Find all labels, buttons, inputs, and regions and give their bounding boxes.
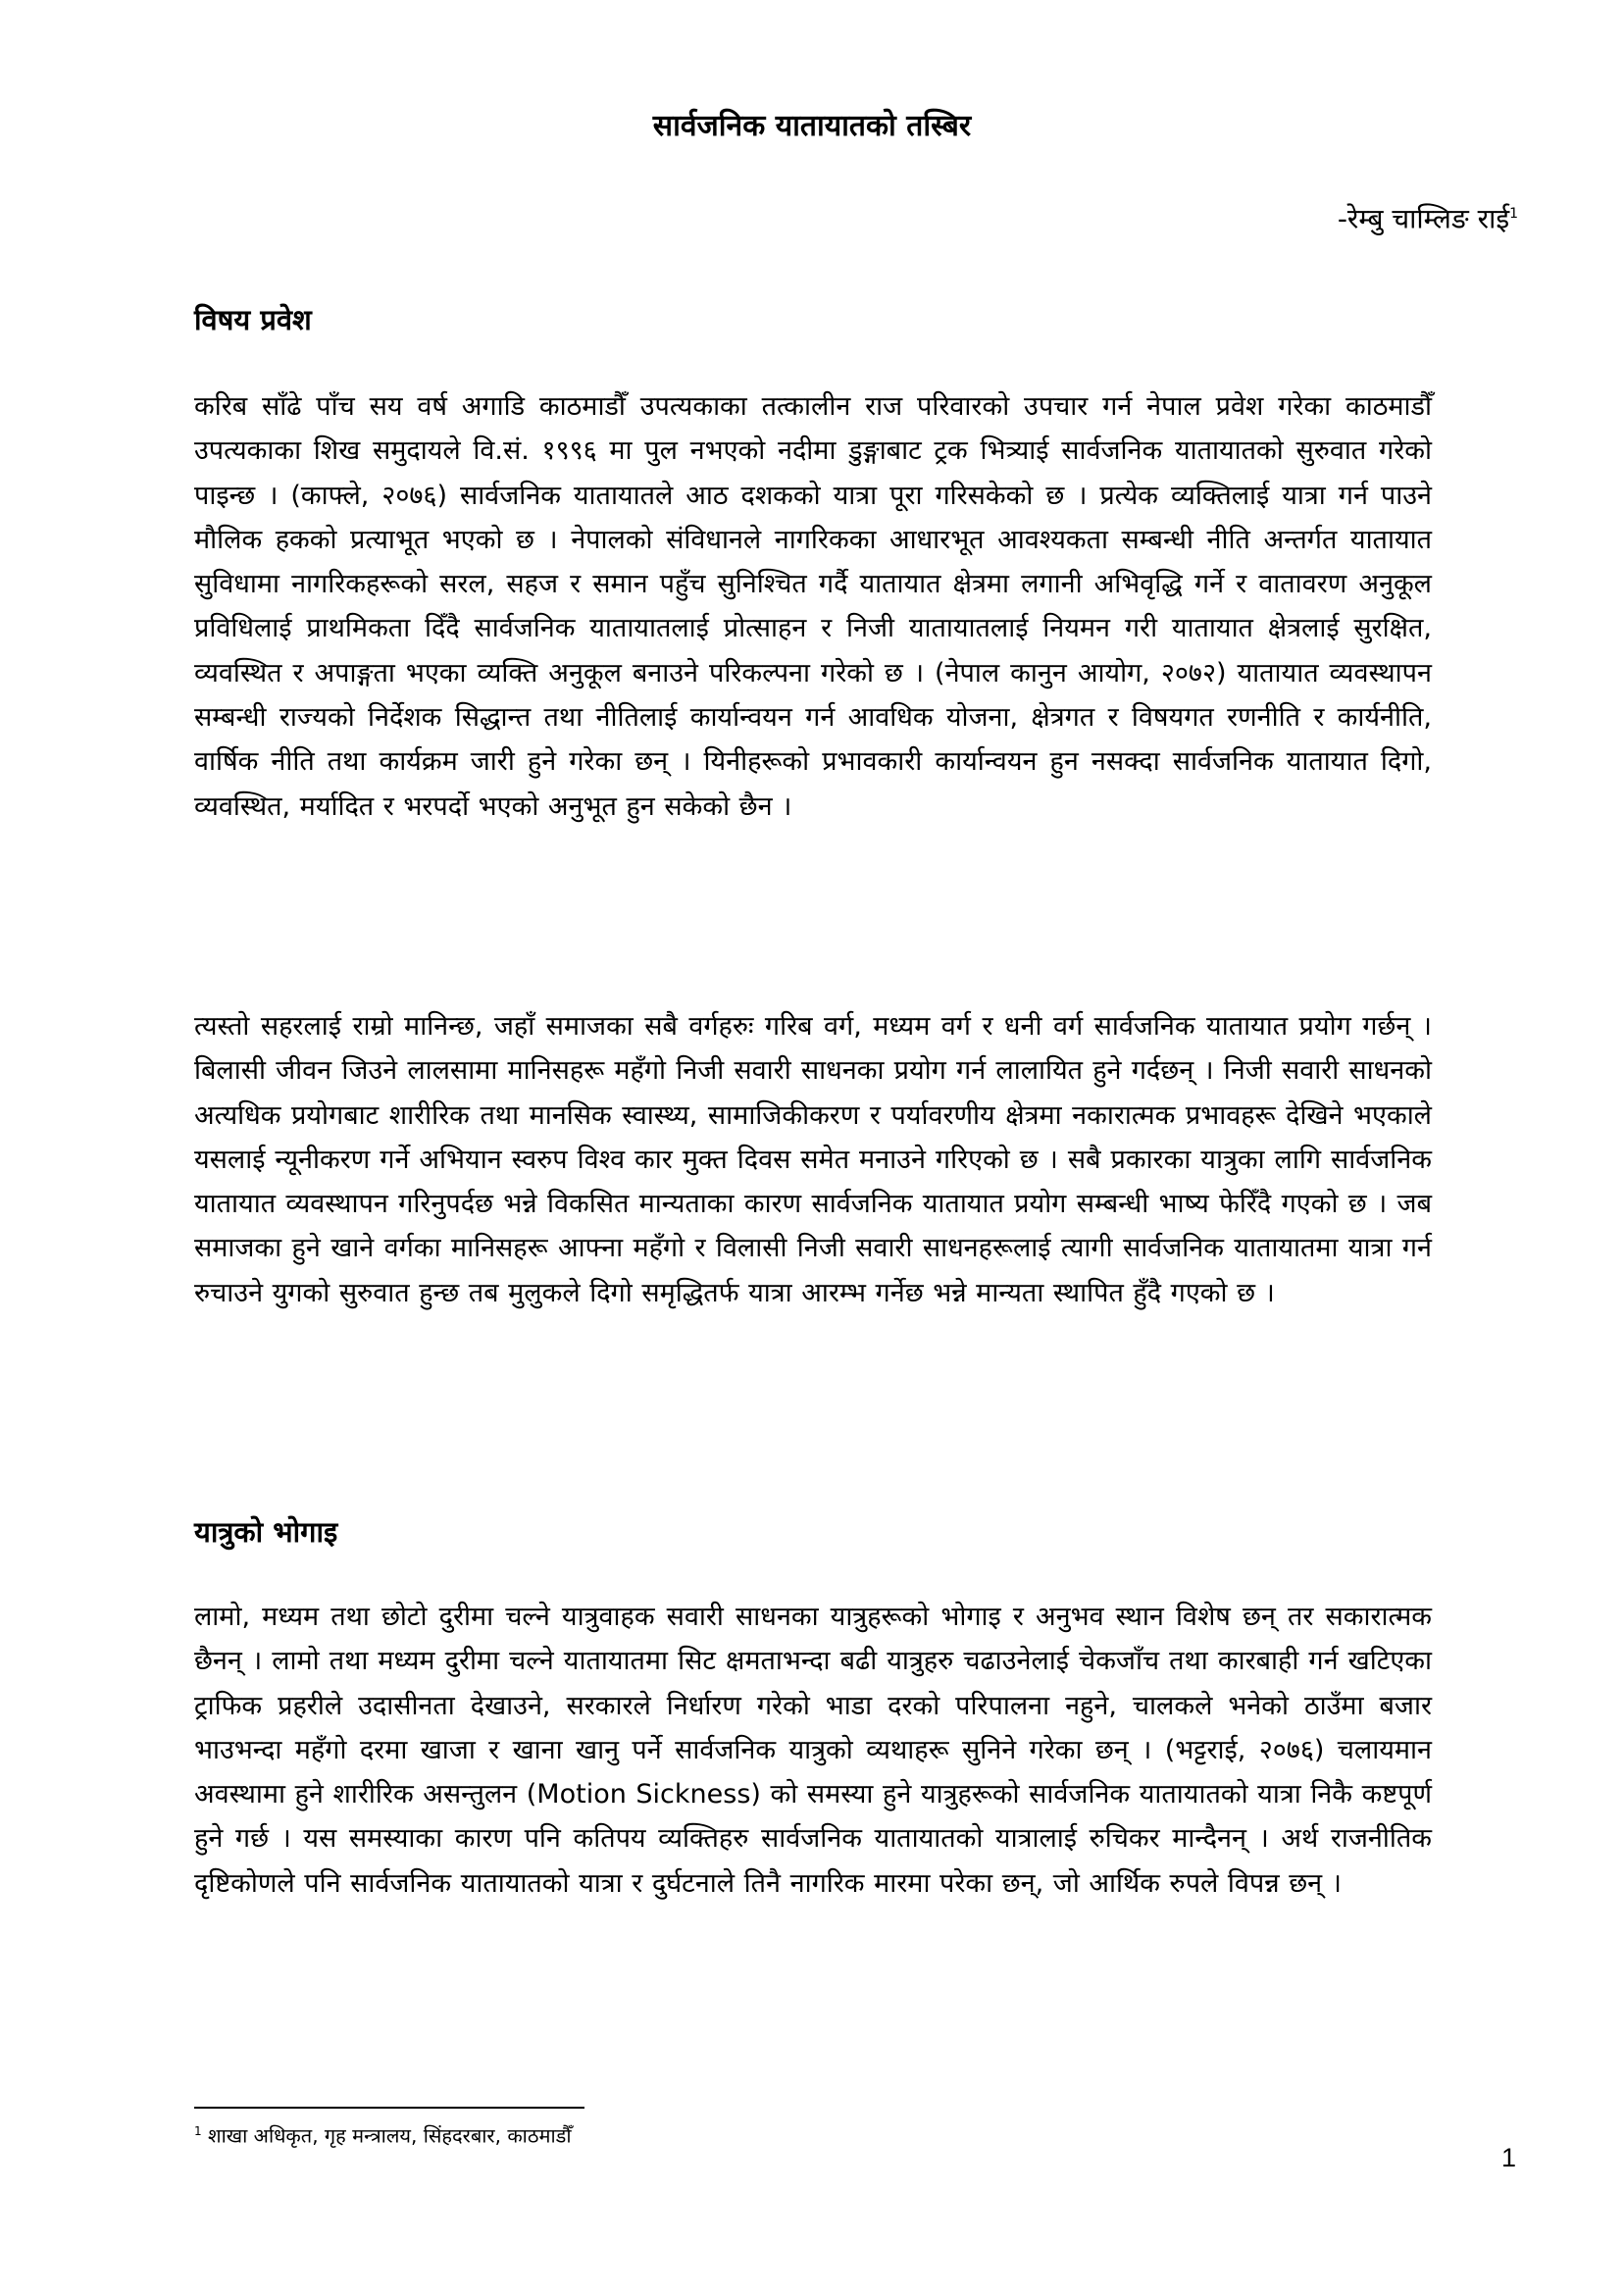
footnote-marker: 1 [194, 2124, 202, 2138]
paragraph-passenger-experience-1: लामो, मध्यम तथा छोटो दुरीमा चल्ने यात्रुवाहक सवारी साधनका यात्रुहरूको भोगाइ र अनुभव स्थान विशेष छन् तर सकारात्मक छैनन् । लामो तथा मध्यम दुरीमा चल्ने यातायातमा सिट क्षमताभन्दा बढी यात्रुहरु चढाउनेलाई चेकजाँच तथा कारबाही गर्न खटिएका ट्राफिक प्रहरीले उदासीनता देखाउने, सरकारले निर्धारण गरेको भाडा दरको परिपालना नहुने, चालकले भनेको ठाउँमा बजार भाउभन्दा महँगो दरमा खाजा र खाना खानु पर्ने सार्वजनिक यात्रुको व्यथाहरू सुनिने गरेका छन् । (भट्टराई, २०७६) चलायमान अवस्थामा हुने शारीरिक असन्तुलन (Motion Sickness) को समस्या हुने यात्रुहरूको सार्वजनिक यातायातको यात्रा निकै कष्टपूर्ण हुने गर्छ । यस समस्याका कारण पनि कतिपय व्यक्तिहरु सार्वजनिक यातायातको यात्रालाई रुचिकर मान्दैनन् । अर्थ राजनीतिक दृष्टिकोणले पनि सार्वजनिक यातायातको यात्रा र दुर्घटनाले तिनै नागरिक मारमा परेका छन्, जो आर्थिक रुपले विपन्न छन् । [194, 1602, 1432, 1899]
author-footnote-marker: 1 [1509, 206, 1518, 222]
section-heading-introduction: विषय प्रवेश [194, 303, 312, 336]
page-number: 1 [1500, 2143, 1516, 2172]
section-heading-passenger-experience: यात्रुको भोगाइ [194, 1515, 338, 1549]
author-name: -रेम्बु चाम्लिङ राई [1337, 202, 1510, 235]
footnote-separator [194, 2107, 584, 2109]
footnote [194, 2116, 572, 2151]
document-title: सार्वजनिक यातायातको तस्बिर [652, 109, 972, 143]
paragraph-introduction-1: करिब साँढे पाँच सय वर्ष अगाडि काठमाडौँ उपत्यकाका तत्कालीन राज परिवारको उपचार गर्न नेपाल प्रवेश गरेका काठमाडौँ उपत्यकाका शिख समुदायले वि.सं. १९९६ मा पुल नभएको नदीमा डुङ्गाबाट ट्रक भित्र्याई सार्वजनिक यातायातको सुरुवात गरेको पाइन्छ । (काफ्ले, २०७६) सार्वजनिक यातायातले आठ दशकको यात्रा पूरा गरिसकेको छ । प्रत्येक व्यक्तिलाई यात्रा गर्न पाउने मौलिक हकको प्रत्याभूत भएको छ । नेपालको संविधानले नागरिकका आधारभूत आवश्यकता सम्बन्धी नीति अन्तर्गत यातायात सुविधामा नागरिकहरूको सरल, सहज र समान पहुँच सुनिश्चित गर्दै यातायात क्षेत्रमा लगानी अभिवृद्धि गर्ने र वातावरण अनुकूल प्रविधिलाई प्राथमिकता दिँदै सार्वजनिक यातायातलाई प्रोत्साहन र निजी यातायातलाई नियमन गरी यातायात क्षेत्रलाई सुरक्षित, व्यवस्थित र अपाङ्गता भएका व्यक्ति अनुकूल बनाउने परिकल्पना गरेको छ । (नेपाल कानुन आयोग, २०७२) यातायात व्यवस्थापन सम्बन्धी राज्यको निर्देशक सिद्धान्त तथा नीतिलाई कार्यान्वयन गर्न आवधिक योजना, क्षेत्रगत र विषयगत रणनीति र कार्यनीति, वार्षिक नीति तथा कार्यक्रम जारी हुने गरेका छन् । यिनीहरूको प्रभावकारी कार्यान्वयन हुन नसक्दा सार्वजनिक यातायात दिगो, व्यवस्थित, मर्यादित र भरपर्दो भएको अनुभूत हुन सकेको छैन । [194, 391, 1432, 822]
footnote-text: शाखा अधिकृत, गृह मन्त्रालय, सिंहदरबार, काठमाडौँ [208, 2123, 572, 2148]
paragraph-introduction-2: त्यस्तो सहरलाई राम्रो मानिन्छ, जहाँ समाजका सबै वर्गहरुः गरिब वर्ग, मध्यम वर्ग र धनी वर्ग सार्वजनिक यातायात प्रयोग गर्छन् । बिलासी जीवन जिउने लालसामा मानिसहरू महँगो निजी सवारी साधनका प्रयोग गर्न लालायित हुने गर्दछन् । निजी सवारी साधनको अत्यधिक प्रयोगबाट शारीरिक तथा मानसिक स्वास्थ्य, सामाजिकीकरण र पर्यावरणीय क्षेत्रमा नकारात्मक प्रभावहरू देखिने भएकाले यसलाई न्यूनीकरण गर्ने अभियान स्वरुप विश्व कार मुक्त दिवस समेत मनाउने गरिएको छ । सबै प्रकारका यात्रुका लागि सार्वजनिक यातायात व्यवस्थापन गरिनुपर्दछ भन्ने विकसित मान्यताका कारण सार्वजनिक यातायात प्रयोग सम्बन्धी भाष्य फेरिँदै गएको छ । जब समाजका हुने खाने वर्गका मानिसहरू आफ्ना महँगो र विलासी निजी सवारी साधनहरूलाई त्यागी सार्वजनिक यातायातमा यात्रा गर्न रुचाउने युगको सुरुवात हुन्छ तब मुलुकले दिगो समृद्धितर्फ यात्रा आरम्भ गर्नेछ भन्ने मान्यता स्थापित हुँदै गएको छ । [194, 1011, 1432, 1308]
author-line [1338, 194, 1518, 238]
